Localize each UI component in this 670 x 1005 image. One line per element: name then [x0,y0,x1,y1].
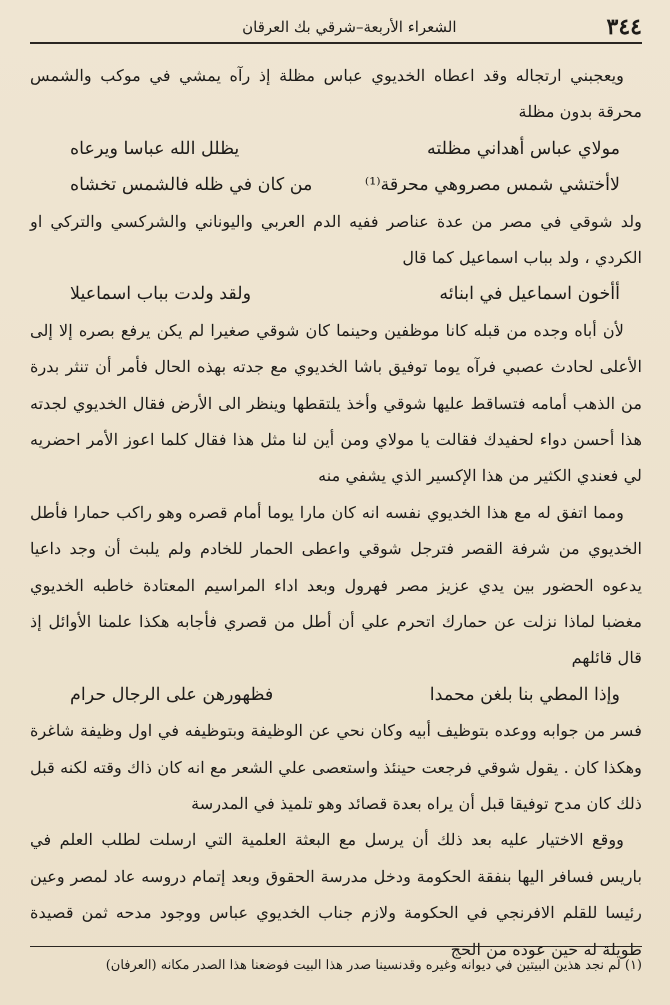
verse-hemistich-first: مولاي عباس أهداني مظلته [427,138,620,159]
verse-hemistich-second: فظهورهن على الرجال حرام [70,684,274,705]
paragraph-intro: ويعجبني ارتجاله وقد اعطاه الخديوي عباس مظلة إذ رآه يمشي في موكب والشمس محرقة بدون مظلة [30,66,642,122]
verse-hemistich-first: أأخون اسماعيل في ابنائه [439,284,620,305]
verse-hemistich-second: يظلل الله عباسا ويرعاه [70,138,240,159]
footnote: (١) لم نجد هذين البيتين في ديوانه وغيره وقدنسينا صدر هذا البيت فوضعنا هذا الصدر مكانه (العرفان) [105,958,642,973]
running-title: الشعراء الأربعة–شرقي بك العرقان [242,18,457,36]
verse-hemistich-second: ولقد ولدت بباب اسماعيلا [70,284,252,305]
paragraph-khedive-anecdote: ومما اتفق له مع هذا الخديوي نفسه انه كان مارا يوما أمام قصره وهو راكب حمارا فأطل الخديوي من شرفة القصر فترجل شوقي واعطى الحمار للخادم ولم يلبث أن وجد داعيا يدعوه الحضور بين يدي عزيز مصر فهرول وبعد اداء المراسيم المعتادة خاطبه الخديوي مغضبا لماذا نزلت عن حمارك اتحرم علي أن أطل من قصري فأجابه هكذا علمنا الأوائل إذ قال قائلهم [30,502,642,668]
verse-hemistich-first: لاأختشي شمس مصروهي محرقة⁽¹⁾ [364,175,620,196]
verse-hemistich-second: من كان في ظله فالشمس تخشاه [70,175,313,196]
page-body [30,58,642,968]
paragraph-childhood: لأن أباه وجده من قبله كانا موظفين وحينما كان شوقي صغيرا لم يكن يرفع بصره إلا إلى الأعلى لحادث عصبي فرآه يوما توفيق باشا الخديوي مع جدته بهذه الحال فأمر أن تنثر بدرة من الذهب أمامه فتساقط عليها شوقي وأخذ يلتقطها وينظر الى الأرض فقال الخديوي لجدته هذا أحسن دواء لحفيدك فقالت يا مولاي ومن أين لنا مثل هذا فقال كلما اعوز الأمر احضريه لي فعندي الكثير من هذا الإكسير الذي يشفي منه [30,320,642,486]
footnote-divider [30,946,642,947]
page-header [30,12,642,44]
verse-hemistich-first: وإذا المطي بنا بلغن محمدا [429,684,620,705]
page-number: ٣٤٤ [606,14,642,40]
verse-line [30,276,642,312]
paragraph-paris-mission: ووقع الاختيار عليه بعد ذلك أن يرسل مع البعثة العلمية التي ارسلت لطلب العلم في باريس فسافر اليها بنفقة الحكومة ودخل مدرسة الحقوق وبعد إتمام دروسه عاد لمصر وعين رئيسا للقلم الافرنجي في الحكومة ولازم جناب الخديوي عباس ووجود مدحه ثمن قصيدة طويلة له حين عوده من الحج [30,830,642,959]
paragraph-birth: ولد شوقي في مصر من عدة عناصر ففيه الدم العربي واليوناني والشركسي والتركي او الكردي ، ولد بباب اسماعيل كما قال [30,211,642,267]
verse-line [30,677,642,713]
verse-line [30,167,642,203]
verse-line [30,131,642,167]
paragraph-employment: فسر من جوابه ووعده بتوظيف أبيه وكان نحي عن الوظيفة وبتوظيفه في اول وظيفة شاغرة وهكذا كان . يقول شوقي فرجعت حينئذ واستعصى علي الشعر مع انه كان ذاك وقته لكنه قبل ذلك كان مدح توفيقا قبل أن يراه بعدة قصائد وهو تلميذ في المدرسة [30,721,642,814]
